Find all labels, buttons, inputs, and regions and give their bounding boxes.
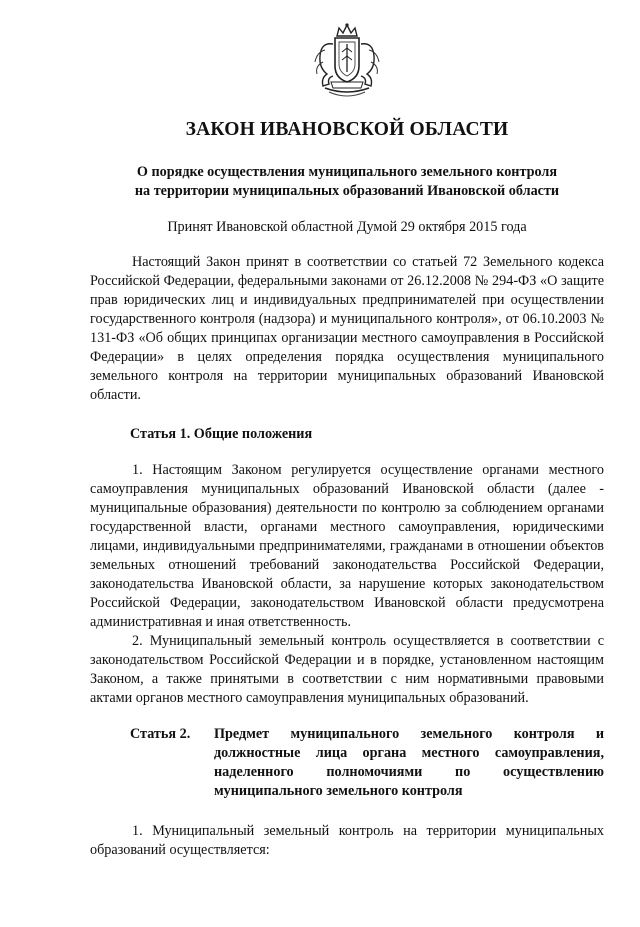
article-2-heading <box>130 725 604 801</box>
subtitle-line-1: О порядке осуществления муниципального земельного контроля <box>136 164 558 180</box>
law-title: ЗАКОН ИВАНОВСКОЙ ОБЛАСТИ <box>185 119 509 140</box>
preamble-paragraph: Настоящий Закон принят в соответствии со статьей 72 Земельного кодекса Российской Федерации, федеральными законами от 26.12.2008 № 294-ФЗ «О защите прав юридических лиц и индивидуальных предпринимателей при осуществлении государственного контроля (надзора) и муниципального контроля», от 06.10.2003 № 131-ФЗ «Об общих принципах организации местного самоуправления в Российской Федерации» в целях определения порядка осуществления муниципального земельного контроля на территории муниципальных образований Ивановской области. <box>90 254 604 403</box>
article-2-title: Предмет муниципального земельного контроля и должностные лица органа местного самоуправления, наделенного полномочиями по осуществлению муниципального земельного контроля <box>214 726 604 799</box>
subtitle-line-2: на территории муниципальных образований Ивановской области <box>134 183 560 199</box>
adoption-note: Принят Ивановской областной Думой 29 октября 2015 года <box>167 219 527 235</box>
article-1-paragraph-2: 2. Муниципальный земельный контроль осуществляется в соответствии с законодательством Российской Федерации и в порядке, установленном настоящим Законом, а также принятыми в соответствии с ним нормативными правовыми актами органов местного самоуправления муниципальных образований. <box>90 633 604 706</box>
coat-of-arms-icon <box>311 22 383 100</box>
article-1-heading: Статья 1. Общие положения <box>130 426 313 442</box>
article-2-number: Статья 2. <box>130 726 191 742</box>
article-1-paragraph-1: 1. Настоящим Законом регулируется осуществление органами местного самоуправления муниципальных образований Ивановской области (далее - муниципальные образования) деятельности по контролю за соблюдением органами государственной власти, органами местного самоуправления, юридическими лицами, индивидуальными предпринимателями, гражданами в отношении объектов земельных отношений требований законодательства Российской Федерации, законодательства Ивановской области, за нарушение которых законодательством Российской Федерации, законодательством Ивановской области предусмотрена административная и иная ответственность. <box>90 462 604 630</box>
article-2-paragraph-1: 1. Муниципальный земельный контроль на территории муниципальных образований осуществляется: <box>90 823 604 858</box>
document-page <box>0 22 640 927</box>
law-subtitle <box>90 163 604 201</box>
